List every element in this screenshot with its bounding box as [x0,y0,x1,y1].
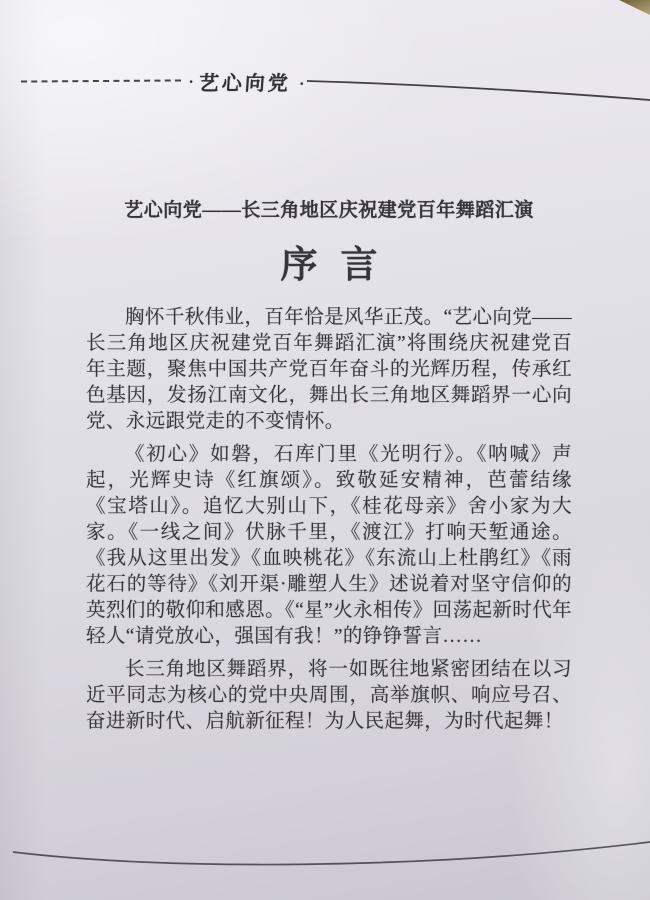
preface-paragraph-2: 《初心》如磐，石库门里《光明行》。《呐喊》声起，光辉史诗《红旗颂》。致敬延安精神，芭蕾结缘《宝塔山》。追忆大别山下，《桂花母亲》舍小家为大家。《一线之间》伏脉千里，《渡江》打响天堑通途。《我从这里出发》《血映桃花》《东流山上杜鹃红》《雨花石的等待》《刘开渠·雕塑人生》述说着对坚守信仰的英烈们的敬仰和感恩。《“星”火永相传》回荡起新时代年轻人“请党放心，强国有我！”的铮铮誓言…… [86,444,572,647]
header-dashed-line [21,79,181,82]
table-corner-background [614,0,650,15]
header-curved-rule [307,60,650,102]
preface-paragraph-1: 胸怀千秋伟业，百年恰是风华正茂。“艺心向党——长三角地区庆祝建党百年舞蹈汇演”将围绕庆祝建党百年主题，聚焦中国共产党百年奋斗的光辉历程，传承红色基因，发扬江南文化，舞出长三角地区舞蹈界一心向党、永远跟党走的不变情怀。 [86,307,572,432]
preface-title: 序言 [280,245,401,286]
document-subtitle: 艺心向党——长三角地区庆祝建党百年舞蹈汇演 [124,200,534,221]
footer-curved-rule [0,835,650,885]
preface-paragraph-3: 长三角地区舞蹈界，将一如既往地紧密团结在以习近平同志为核心的党中央周围，高举旗帜、响应号召、奋进新时代、启航新征程！为人民起舞，为时代起舞！ [86,659,572,732]
header-dot-right: · [298,73,305,93]
page-header-rule [0,60,650,102]
preface-document [86,198,572,735]
preface-body [86,305,572,735]
header-dot-left: · [188,71,194,91]
header-running-title: 艺心向党 [197,72,292,95]
